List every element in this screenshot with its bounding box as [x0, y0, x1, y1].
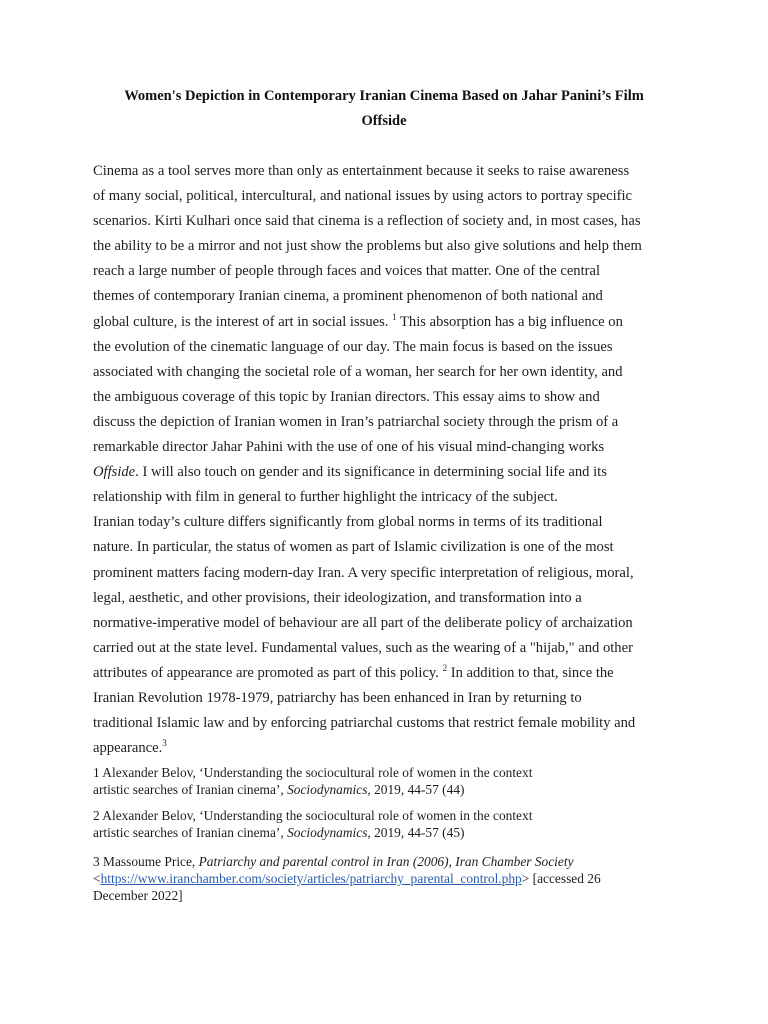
footnote-line	[93, 870, 693, 887]
footnote-text: > [accessed 26	[521, 871, 601, 886]
footnote-text: 3 Massoume Price,	[93, 854, 199, 869]
body-line: traditional Islamic law and by enforcing patriarchal customs that restrict female mobility and	[93, 715, 636, 732]
body-text: attributes of appearance are promoted as part of this policy.	[93, 664, 443, 681]
body-line: legal, aesthetic, and other provisions, their ideologization, and transformation into a	[93, 589, 582, 606]
footnote-text: <	[93, 871, 101, 886]
body-line: the ambiguous coverage of this topic by Iranian directors. This essay aims to show and	[93, 388, 600, 405]
document-title	[60, 84, 708, 134]
body-line: nature. In particular, the status of women as part of Islamic civilization is one of the most	[93, 539, 614, 556]
body-line: Iranian Revolution 1978-1979, patriarchy has been enhanced in Iran by returning to	[93, 689, 582, 706]
footnote-2	[93, 807, 693, 841]
body-line: remarkable director Jahar Pahini with the use of one of his visual mind-changing works	[93, 439, 605, 456]
body-line: themes of contemporary Iranian cinema, a prominent phenomenon of both national and	[93, 288, 603, 305]
body-line: scenarios. Kirti Kulhari once said that cinema is a reflection of society and, in most cases, has	[93, 213, 641, 230]
body-line: carried out at the state level. Fundamental values, such as the wearing of a "hijab," and other	[93, 639, 633, 656]
source-title: Patriarchy and parental control in Iran (2006), Iran Chamber Society	[198, 854, 574, 869]
footnote-ref-3[interactable]: 3	[162, 738, 167, 749]
footnote-text: 2019, 44-57 (45)	[370, 825, 465, 840]
body-line	[93, 310, 693, 335]
body-line: associated with changing the societal role of a woman, her search for her own identity, and	[93, 363, 623, 380]
body-line: normative-imperative model of behaviour are all part of the deliberate policy of archaization	[93, 614, 633, 631]
body-line: Iranian today’s culture differs significantly from global norms in terms of its traditional	[93, 514, 603, 531]
footnote-line	[93, 781, 693, 798]
title-line-1: Women's Depiction in Contemporary Iranian Cinema Based on Jahar Panini’s Film	[124, 88, 644, 104]
body-line: relationship with film in general to further highlight the intricacy of the subject.	[93, 489, 558, 506]
body-line: the evolution of the cinematic language of our day. The main focus is based on the issues	[93, 338, 613, 355]
body-text: global culture, is the interest of art in social issues.	[93, 313, 393, 330]
journal-title: Sociodynamics,	[287, 782, 371, 797]
body-line	[93, 661, 693, 686]
footnote-ref-1[interactable]: 1	[392, 311, 397, 322]
footnote-line: December 2022]	[93, 888, 183, 903]
body-line: prominent matters facing modern-day Iran. A very specific interpretation of religious, moral,	[93, 564, 634, 581]
body-line: the ability to be a mirror and not just show the problems but also give solutions and help them	[93, 238, 642, 255]
footnotes	[93, 764, 693, 904]
body-line: of many social, political, intercultural, and national issues by using actors to portray specific	[93, 188, 633, 205]
body-text: This absorption has a big influence on	[396, 313, 623, 330]
body-text: In addition to that, since the	[447, 664, 614, 681]
footnote-ref-2[interactable]: 2	[442, 662, 448, 673]
title-line-2: Offside	[361, 113, 407, 129]
body-text: . I will also touch on gender and its significance in determining social life and its	[135, 464, 607, 481]
body-text: appearance.	[93, 740, 163, 757]
footnote-1	[93, 764, 693, 798]
body-line	[93, 736, 693, 761]
footnote-line: 2 Alexander Belov, ‘Understanding the sociocultural role of women in the context	[93, 808, 533, 823]
body-line: Cinema as a tool serves more than only as entertainment because it seeks to raise awareness	[93, 163, 630, 179]
body-line	[93, 460, 693, 485]
body-line: reach a large number of people through faces and voices that matter. One of the central	[93, 263, 601, 280]
body-line: discuss the depiction of Iranian women in Iran’s patriarchal society through the prism of a	[93, 413, 619, 430]
journal-title: Sociodynamics,	[287, 825, 371, 840]
document-body	[93, 159, 693, 761]
film-title: Offside	[93, 464, 136, 481]
footnote-text: 2019, 44-57 (44)	[370, 782, 465, 797]
source-link[interactable]: https://www.iranchamber.com/society/articles/patriarchy_parental_control.php	[100, 871, 522, 886]
footnote-3	[93, 853, 693, 904]
footnote-line	[93, 853, 693, 870]
footnote-text: artistic searches of Iranian cinema’,	[93, 782, 288, 797]
footnote-line	[93, 824, 693, 841]
footnote-text: artistic searches of Iranian cinema’,	[93, 825, 288, 840]
footnote-line: 1 Alexander Belov, ‘Understanding the sociocultural role of women in the context	[93, 765, 533, 780]
